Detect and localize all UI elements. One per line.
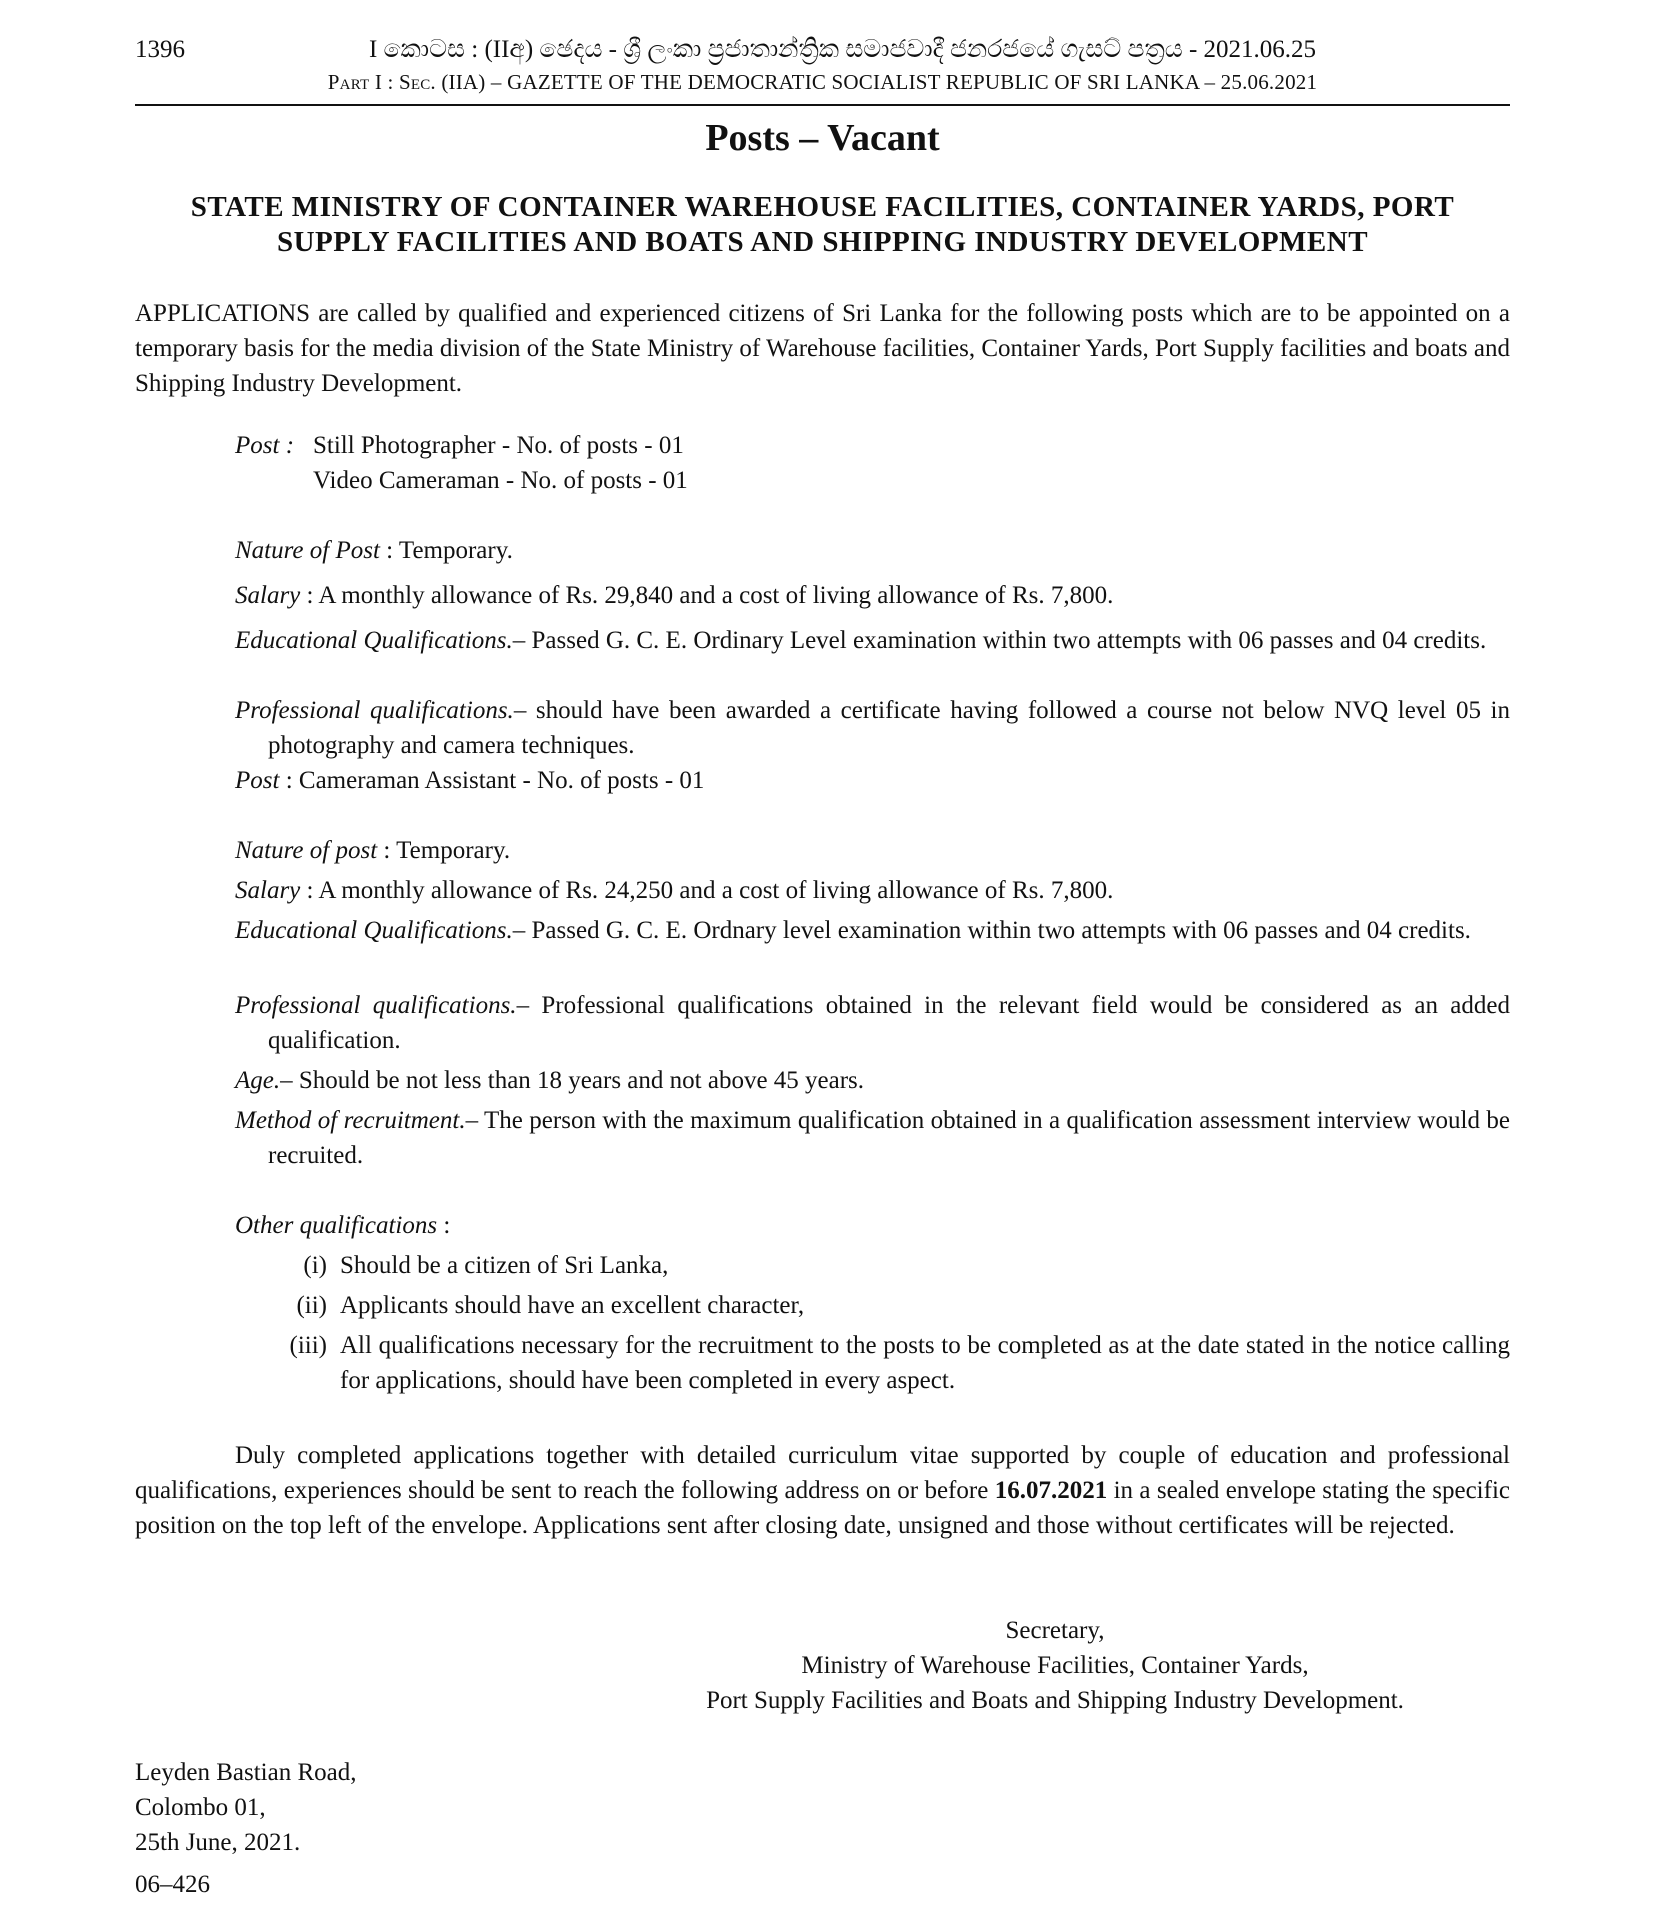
address-date: 25th June, 2021. [135, 1829, 301, 1856]
salary-1: Salary : A monthly allowance of Rs. 29,840 and a cost of living allowance of Rs. 7,800. [235, 582, 1114, 609]
post-row-1 [235, 428, 684, 463]
closing-paragraph: Duly completed applications together with detailed curriculum vitae supported by couple of education and professional qualifications, experiences should be sent to reach the following address on or before 16.07.2021 in a sealed envelope stating the specific position on the top left of the envelope. Applications sent after closing date, unsigned and those without certificates will be rejected. [135, 1442, 1510, 1539]
page-number: 1396 [135, 36, 185, 63]
closing-date: 16.07.2021 [994, 1477, 1108, 1504]
header-english-line [135, 70, 1510, 95]
header-sec: Sec. [398, 70, 436, 94]
other-qualifications-label: Other qualifications : [235, 1212, 451, 1239]
method-of-recruitment: Method of recruitment.– The person with the maximum qualification obtained in a qualification assessment interview would be recruited. [235, 1107, 1510, 1169]
header-part: Part [327, 70, 370, 94]
other-qualification-item: (iii) All qualifications necessary for the recruitment to the posts to be completed as at the date stated in the notice calling for applications, should have been completed in every aspect. [289, 1332, 1510, 1394]
professional-qualifications-1: Professional qualifications.– should have been awarded a certificate having followed a course not below NVQ level 05 in photography and camera techniques. [235, 697, 1510, 759]
ministry-heading-line1: STATE MINISTRY OF CONTAINER WAREHOUSE FACILITIES, CONTAINER YARDS, PORT [190, 191, 1455, 223]
educational-qualifications-2: Educational Qualifications.– Passed G. C. E. Ordnary level examination within two attempts with 06 passes and 04 credits. [235, 917, 1471, 944]
address-city: Colombo 01, [135, 1794, 266, 1821]
signature-ministry-line2: Port Supply Facilities and Boats and Shipping Industry Development. [706, 1687, 1404, 1714]
signature-ministry-line1: Ministry of Warehouse Facilities, Container Yards, [801, 1652, 1309, 1679]
ministry-heading-line2: SUPPLY FACILITIES AND BOATS AND SHIPPING INDUSTRY DEVELOPMENT [276, 226, 1369, 258]
post-cameraman-assistant: Post : Cameraman Assistant - No. of posts - 01 [235, 767, 705, 794]
other-qualification-item: (i) Should be a citizen of Sri Lanka, [303, 1252, 669, 1279]
header-rule [135, 104, 1510, 106]
post-video-cameraman: Video Cameraman - No. of posts - 01 [313, 467, 688, 494]
header-sinhala-line: I කොටස : (IIඅ) ඡෙදය - ශ්‍රී ලංකා ප්‍රජාතාන්ත්‍රික සමාජවාදී ජනරජයේ ගැසට් පත්‍රය - 2021.06.25 [368, 36, 1317, 63]
professional-qualifications-2: Professional qualifications.– Professional qualifications obtained in the relevant field would be considered as an added qualification. [235, 992, 1511, 1054]
gazette-page [135, 0, 1510, 1916]
signature-block [605, 1613, 1505, 1718]
address-block [135, 1755, 356, 1860]
page-title: Posts – Vacant [705, 117, 940, 159]
ministry-heading [135, 190, 1510, 260]
signature-title: Secretary, [1005, 1617, 1105, 1644]
intro-paragraph: APPLICATIONS are called by qualified and experienced citizens of Sri Lanka for the following posts which are to be appointed on a temporary basis for the media division of the State Ministry of Warehouse facilities, Container Yards, Port Supply facilities and boats and Shipping Industry Development. [135, 300, 1510, 397]
header-rest: (IIA) – GAZETTE OF THE DEMOCRATIC SOCIALIST REPUBLIC OF SRI LANKA – 25.06.2021 [441, 70, 1318, 94]
nature-of-post-2: Nature of post : Temporary. [235, 837, 511, 864]
post-still-photographer: Still Photographer - No. of posts - 01 [313, 432, 684, 459]
address-street: Leyden Bastian Road, [135, 1759, 357, 1786]
post-label: Post : [235, 432, 295, 459]
nature-of-post-1: Nature of Post : Temporary. [235, 537, 513, 564]
reference-number: 06–426 [135, 1871, 210, 1898]
header-part-num: I : [374, 70, 394, 94]
other-qualification-item: (ii) Applicants should have an excellent character, [296, 1292, 805, 1319]
educational-qualifications-1: Educational Qualifications.– Passed G. C. E. Ordinary Level examination within two attempts with 06 passes and 04 credits. [235, 627, 1487, 654]
age-requirement: Age.– Should be not less than 18 years and not above 45 years. [235, 1067, 865, 1094]
salary-2: Salary : A monthly allowance of Rs. 24,250 and a cost of living allowance of Rs. 7,800. [235, 877, 1114, 904]
